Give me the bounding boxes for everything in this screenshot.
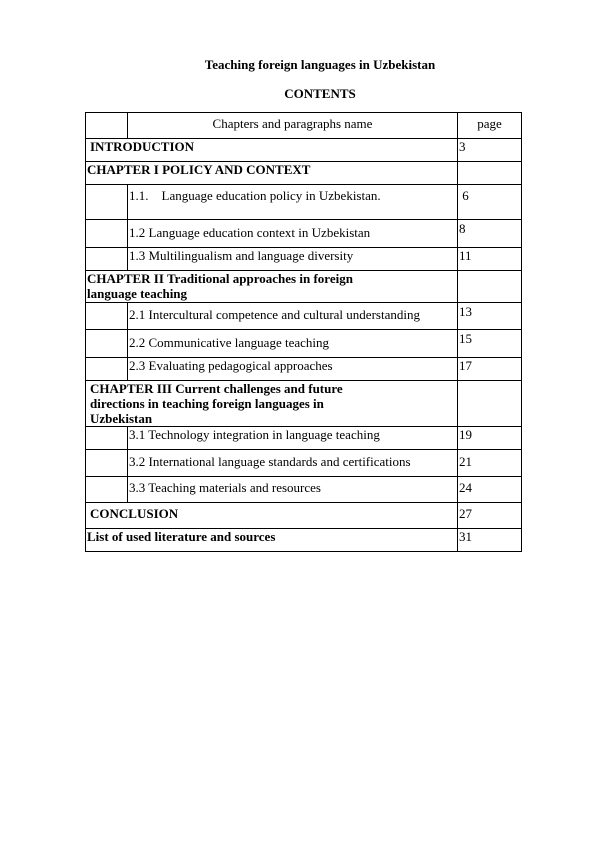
toc-entry-page: 8 (458, 220, 522, 248)
toc-entry-page: 31 (458, 529, 522, 552)
toc-entry-label: 3.2 International language standards and certifications (128, 450, 458, 477)
toc-entry-page: 27 (458, 503, 522, 529)
toc-entry-page: 11 (458, 248, 522, 271)
toc-entry-page (458, 381, 522, 427)
toc-entry-label: INTRODUCTION (86, 139, 458, 162)
toc-row-3-3 (86, 477, 522, 503)
toc-indent-cell (86, 427, 128, 450)
toc-row-1-3 (86, 248, 522, 271)
toc-indent-cell (86, 303, 128, 330)
toc-indent-cell (86, 248, 128, 271)
toc-row-chapter-1 (86, 162, 522, 185)
contents-heading: CONTENTS (284, 86, 356, 101)
toc-entry-page (458, 162, 522, 185)
toc-row-chapter-3 (86, 381, 522, 427)
toc-row-3-2 (86, 450, 522, 477)
toc-entry-label: CONCLUSION (86, 503, 458, 529)
toc-entry-page: 3 (458, 139, 522, 162)
toc-header-name: Chapters and paragraphs name (128, 113, 458, 139)
toc-entry-page: 6 (458, 185, 522, 220)
toc-row-1-1 (86, 185, 522, 220)
toc-header-row (86, 113, 522, 139)
toc-row-2-1 (86, 303, 522, 330)
toc-indent-cell (86, 220, 128, 248)
toc-indent-cell (86, 450, 128, 477)
toc-entry-page: 21 (458, 450, 522, 477)
toc-entry-label: 1.2 Language education context in Uzbekistan (128, 220, 458, 248)
document-title: Teaching foreign languages in Uzbekistan (204, 57, 436, 72)
toc-entry-page: 24 (458, 477, 522, 503)
table-of-contents (85, 112, 522, 552)
toc-indent-cell (86, 185, 128, 220)
toc-entry-label: 2.3 Evaluating pedagogical approaches (128, 358, 458, 381)
toc-header-page: page (458, 113, 522, 139)
toc-entry-label: 2.1 Intercultural competence and cultural understanding (128, 303, 458, 330)
toc-row-2-2 (86, 330, 522, 358)
toc-entry-page: 17 (458, 358, 522, 381)
toc-indent-cell (86, 358, 128, 381)
toc-entry-page: 19 (458, 427, 522, 450)
toc-entry-page (458, 271, 522, 303)
toc-chapter-label: CHAPTER II Traditional approaches in foreign language teaching (86, 271, 458, 303)
toc-row-introduction (86, 139, 522, 162)
toc-row-3-1 (86, 427, 522, 450)
toc-entry-label: List of used literature and sources (86, 529, 458, 552)
toc-entry-label: 1.3 Multilingualism and language diversity (128, 248, 458, 271)
toc-row-literature (86, 529, 522, 552)
toc-entry-label: 1.1. Language education policy in Uzbekistan. (128, 185, 458, 220)
toc-row-1-2 (86, 220, 522, 248)
toc-entry-label: 3.3 Teaching materials and resources (128, 477, 458, 503)
toc-indent-cell (86, 330, 128, 358)
toc-indent-cell (86, 477, 128, 503)
toc-row-conclusion (86, 503, 522, 529)
toc-chapter-label: CHAPTER III Current challenges and future directions in teaching foreign languages in Uzbekistan (86, 381, 458, 427)
toc-entry-label: 3.1 Technology integration in language teaching (128, 427, 458, 450)
toc-entry-page: 13 (458, 303, 522, 330)
toc-header-blank-cell (86, 113, 128, 139)
toc-row-2-3 (86, 358, 522, 381)
toc-entry-label: 2.2 Communicative language teaching (128, 330, 458, 358)
toc-entry-page: 15 (458, 330, 522, 358)
toc-row-chapter-2 (86, 271, 522, 303)
toc-chapter-label: CHAPTER I POLICY AND CONTEXT (86, 162, 458, 185)
